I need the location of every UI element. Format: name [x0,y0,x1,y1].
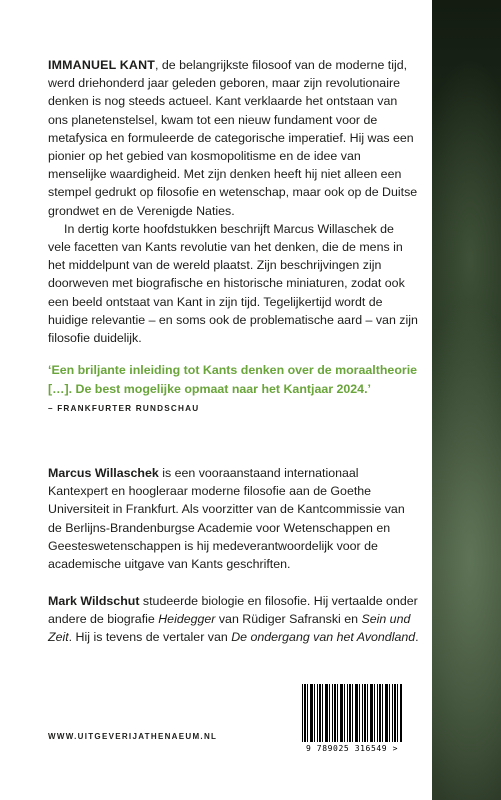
book-title-heidegger: Heidegger [158,612,216,627]
intro-text: , de belangrijkste filosoof van de moderne tijd, werd driehonderd jaar geleden geboren, maar zijn revolutionaire denken is nog steeds actueel. Kant verklaarde het ontstaan van ons planetenstelsel, kwam tot een nieuw fundament voor de metafysica en formuleerde de categorische imperatief. Hij was een pionier op het gebied van kosmopolitisme en de idee van menselijke waardigheid. Met zijn denken heeft hij niet alleen een stempel gedrukt op filosofie en wetenschap, maar ook op de Duitse grondwet en de Verenigde Naties. [48,58,418,218]
lead-name: IMMANUEL KANT [48,58,155,72]
publisher-website: WWW.UITGEVERIJATHENAEUM.NL [48,732,218,741]
isbn-barcode [296,684,408,760]
translator-bio [48,592,420,647]
book-title-sein-und-zeit: Sein und Zeit [48,612,411,645]
author-bio-text: is een vooraanstaand internationaal Kantexpert en hoogleraar moderne filosofie aan de Goethe Universiteit in Frankfurt. Als voorzitter van de Kantcommissie van de Berlijns-Brandenburgse Academie voor Wetenschappen en Geesteswetenschappen is hij medeverantwoordelijk voor de academische uitgave van Kants geschriften. [48,466,405,572]
translator-bio-text-2: van Rüdiger Safranski en [215,612,362,627]
author-name: Marcus Willaschek [48,466,159,480]
second-paragraph: In dertig korte hoofdstukken beschrijft Marcus Willaschek de vele facetten van Kants revolutie van het denken, die de mens in het middelpunt van de wereld plaatst. Zijn beschrijvingen zijn doorweven met biografische en historische miniaturen, zodat ook een beeld ontstaat van Kant in zijn tijd. Tegelijkertijd wordt de huidige relevantie – en soms ook de problematische aard – van zijn filosofie duidelijk. [48,221,418,346]
author-bio [48,464,420,573]
barcode-bars [302,684,402,742]
review-quote: ‘Een briljante inleiding tot Kants denken over de moraaltheorie […]. De best mogelijke opmaat naar het Kantjaar 2024.’ [48,363,418,396]
translator-bio-text-1: studeerde biologie en filosofie. Hij vertaalde onder andere de biografie [48,594,418,627]
translator-name: Mark Wildschut [48,594,140,608]
translator-bio-text-3: . Hij is tevens de vertaler van [68,630,232,645]
quote-attribution: – FRANKFURTER RUNDSCHAU [48,404,200,413]
translator-bio-text-4: . [415,630,419,645]
intro-paragraph [48,56,420,220]
barcode-digits: 9 789025 316549 > [305,744,399,753]
blurb [48,56,420,347]
book-title-avondland: De ondergang van het Avondland [231,630,416,645]
